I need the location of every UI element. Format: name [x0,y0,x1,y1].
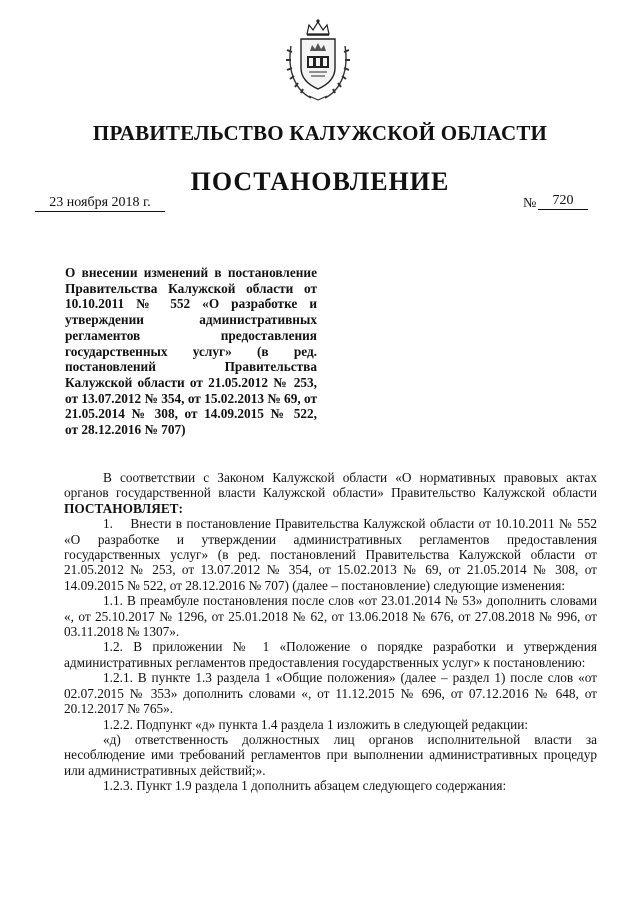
document-number: 720 [538,193,588,210]
document-body [64,470,597,794]
paragraph-1-2: 1.2. В приложении № 1 «Положение о порядке разработки и утверждения административных регламентов предоставления государственных услуг» к постановлению: [64,639,597,670]
paragraph-1-2-1: 1.2.1. В пункте 1.3 раздела 1 «Общие положения» (далее – раздел 1) после слов «от 02.07.2015 № 353» дополнить словами «, от 11.12.2015 № 696, от 07.12.2016 № 648, от 20.12.2017 № 765». [64,670,597,717]
preamble-text: В соответствии с Законом Калужской области «О нормативных правовых актах органов государственной власти Калужской области» Правительство Калужской области [64,470,597,501]
subject-line: предоставления государственных [65,327,317,359]
document-type-title: ПОСТАНОВЛЕНИЕ [190,167,450,196]
subject-line: постановление Правительства [65,265,317,296]
paragraph-1-2-3: 1.2.3. Пункт 1.9 раздела 1 дополнить абзацем следующего содержания: [103,778,507,794]
document-number-label: № [523,196,537,211]
resolves-keyword: ПОСТАНОВЛЯЕТ: [64,500,183,516]
subject-line: Калужской области от 10.10.2011 № 552 [65,280,317,312]
coat-of-arms-icon [283,18,353,102]
subject-line: от 28.12.2016 № 707) [65,422,186,438]
document-subject [65,265,317,438]
subject-line: № 354, от 15.02.2013 № 69, от 21.05.2014 [65,390,318,422]
paragraph-1-2-2: 1.2.2. Подпункт «д» пункта 1.4 раздела 1 изложить в следующей редакции: [103,716,529,732]
subject-line: услуг» (в ред. постановлений [65,343,317,375]
subject-line: № 308, от 14.09.2015 № 522, [131,406,317,422]
subject-line: от 21.05.2012 № 253, от 13.07.2012 [65,374,317,406]
subject-line: Правительства Калужской области [65,359,317,390]
organization-name: ПРАВИТЕЛЬСТВО КАЛУЖСКОЙ ОБЛАСТИ [92,121,548,145]
subject-line: О внесении изменений в [65,265,222,280]
paragraph-preamble [64,470,597,516]
paragraph-quote-d: «д) ответственность должностных лиц органов исполнительной власти за несоблюдение ими требований регламентов при выполнении административных процедур или административных действий;». [64,731,597,778]
document-date: 23 ноября 2018 г. [35,195,165,212]
paragraph-1-1: 1.1. В преамбуле постановления после слов «от 23.01.2014 № 53» дополнить словами «, от 25.10.2017 № 1296, от 25.01.2018 № 62, от 13.06.2018 № 676, от 27.08.2018 № 996, от 03.11.2018 № 1307». [64,593,597,640]
paragraph-1: 1. Внести в постановление Правительства Калужской области от 10.10.2011 № 552 «О разработке и утверждении административных регламентов предоставления государственных услуг» (в ред. постановлений Правительства Калужской области от 21.05.2012 № 253, от 13.07.2012 № 354, от 15.02.2013 № 69, от 21.05.2014 № 308, от 14.09.2015 № 522, от 28.12.2016 № 707) (далее – постановление) следующие изменения: [64,516,597,593]
subject-line: «О разработке и утверждении [65,296,317,328]
subject-line: административных регламентов [65,312,317,343]
